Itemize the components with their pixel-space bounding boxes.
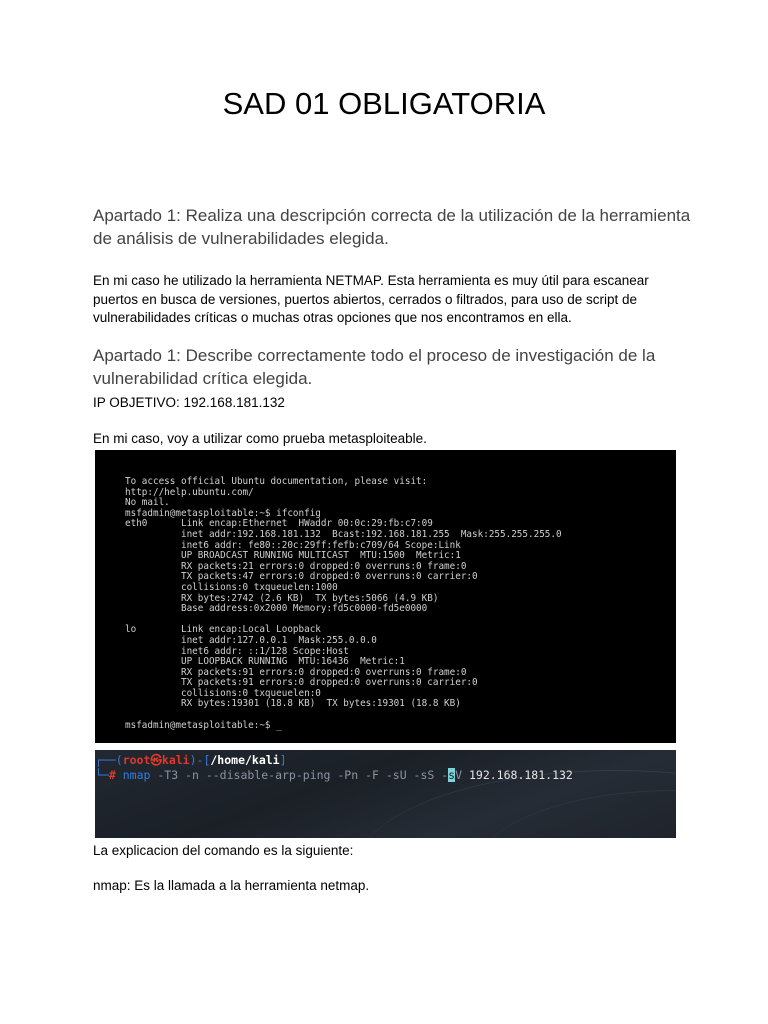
paragraph-metasploitable: En mi caso, voy a utilizar como prueba metasploiteable. <box>93 431 427 446</box>
terminal-line: UP LOOPBACK RUNNING MTU:16436 Metric:1 <box>125 656 405 668</box>
terminal-line: RX packets:91 errors:0 dropped:0 overruns:0 frame:0 <box>125 666 467 678</box>
command-target-ip: 192.168.181.132 <box>468 768 573 782</box>
terminal-line: msfadmin@metasploitable:~$ _ <box>125 719 282 731</box>
section-heading-2: Apartado 1: Describe correctamente todo el proceso de investigación de la vulnerabilidad crítica elegida. <box>93 346 656 388</box>
kali-terminal-screenshot <box>95 750 676 838</box>
terminal-line: No mail. <box>125 497 170 509</box>
command-name: nmap <box>122 768 151 782</box>
terminal-line: UP BROADCAST RUNNING MULTICAST MTU:1500 Metric:1 <box>125 550 461 562</box>
command-option-tail: V <box>455 768 463 782</box>
terminal-line: inet addr:127.0.0.1 Mask:255.0.0.0 <box>125 634 377 646</box>
target-ip-line: IP OBJETIVO: 192.168.181.132 <box>93 395 285 410</box>
terminal-line: RX bytes:19301 (18.8 KB) TX bytes:19301 (18.8 KB) <box>125 698 461 710</box>
terminal-line: Base address:0x2000 Memory:fd5c0000-fd5e0000 <box>125 603 428 615</box>
terminal-line: inet6 addr: ::1/128 Scope:Host <box>125 645 349 657</box>
command-options: -T3 -n --disable-arp-ping -Pn -F -sU -sS - <box>157 768 449 782</box>
text-cursor: s <box>448 768 456 782</box>
paragraph-tool-description: En mi caso he utilizado la herramienta NETMAP. Esta herramienta es muy útil para escanear puertos en busca de versiones, puertos abiertos, cerrados o filtrados, para uso de script de vulnerabilidades críticas o muchas otras opciones que nos encontramos en ella. <box>93 273 649 325</box>
document-title: SAD 01 OBLIGATORIA <box>222 86 546 121</box>
section-heading-1: Apartado 1: Realiza una descripción correcta de la utilización de la herramienta de análisis de vulnerabilidades elegida. <box>93 206 691 248</box>
terminal-line: RX bytes:2742 (2.6 KB) TX bytes:5066 (4.9 KB) <box>125 592 439 604</box>
prompt-line <box>95 753 287 767</box>
prompt-path: /home/kali <box>210 753 280 767</box>
prompt-bracket: ┌──( <box>95 753 123 767</box>
terminal-line: RX packets:21 errors:0 dropped:0 overruns:0 frame:0 <box>125 560 467 572</box>
terminal-line: eth0 Link encap:Ethernet HWaddr 00:0c:29:fb:c7:09 <box>125 518 433 530</box>
terminal-line: collisions:0 txqueuelen:0 <box>125 687 321 699</box>
terminal-line: TX packets:91 errors:0 dropped:0 overruns:0 carrier:0 <box>125 677 478 689</box>
prompt-corner: └─ <box>95 768 109 782</box>
terminal-line: TX packets:47 errors:0 dropped:0 overruns:0 carrier:0 <box>125 571 478 583</box>
terminal-output <box>125 477 562 731</box>
paragraph-command-explanation: La explicacion del comando es la siguiente: <box>93 843 354 858</box>
prompt-separator: )-[ <box>189 753 211 767</box>
terminal-line: To access official Ubuntu documentation, please visit: <box>125 476 428 487</box>
terminal-line: collisions:0 txqueuelen:1000 <box>125 581 338 593</box>
prompt-user-host: root㉿kali <box>122 753 190 767</box>
terminal-line: msfadmin@metasploitable:~$ ifconfig <box>125 507 321 519</box>
root-hash: # <box>108 768 116 782</box>
terminal-line: lo Link encap:Local Loopback <box>125 624 321 636</box>
command-line <box>95 768 573 782</box>
terminal-line: inet addr:192.168.181.132 Bcast:192.168.181.255 Mask:255.255.255.0 <box>125 528 562 540</box>
metasploitable-terminal-screenshot <box>95 450 676 743</box>
terminal-line: inet6 addr: fe80::20c:29ff:fefb:c709/64 Scope:Link <box>125 539 461 551</box>
terminal-line: http://help.ubuntu.com/ <box>125 486 254 498</box>
paragraph-nmap-explanation: nmap: Es la llamada a la herramienta netmap. <box>93 878 370 893</box>
prompt-bracket-close: ] <box>279 753 287 767</box>
